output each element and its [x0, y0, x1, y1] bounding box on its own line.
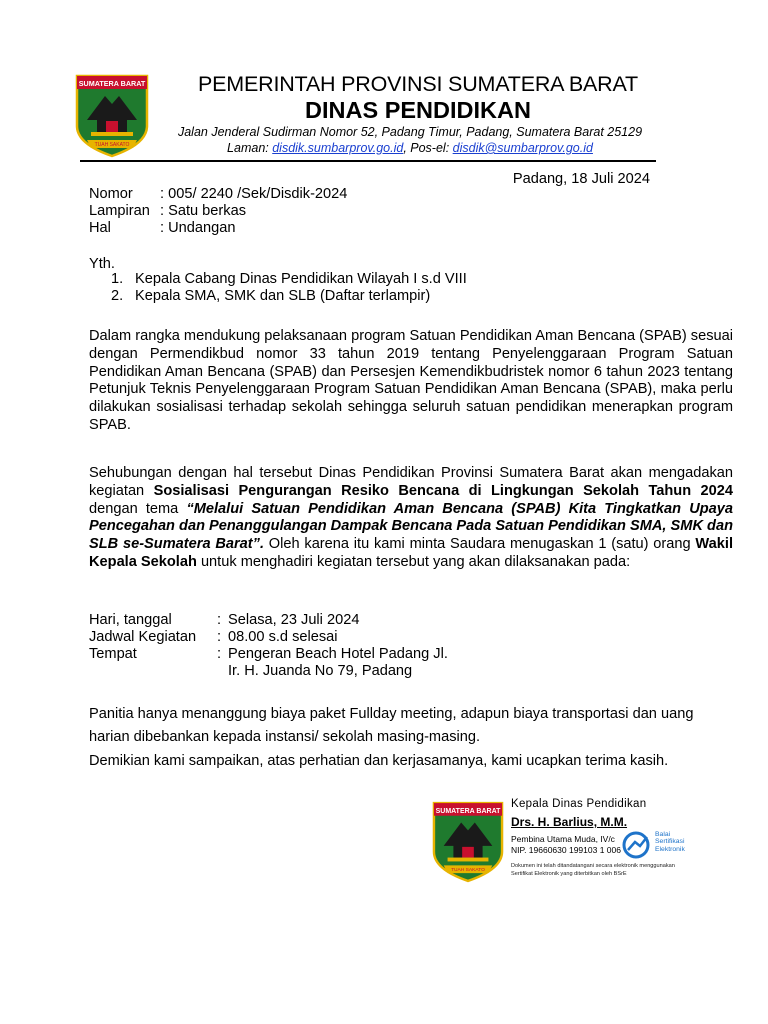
paragraph-2-text: Sehubungan dengan hal tersebut Dinas Pendidikan Provinsi Sumatera Barat akan mengadakan kegiatan [89, 465, 733, 499]
schedule-value-date: Selasa, 23 Juli 2024 [228, 612, 360, 628]
email-label: , Pos-el: [403, 141, 453, 155]
schedule-colon: : [217, 629, 222, 645]
schedule-value-venue: Pengeran Beach Hotel Padang Jl. [228, 646, 448, 662]
bsre-logo-icon [622, 831, 652, 859]
bsre-label [655, 831, 685, 853]
body-paragraph-2 [89, 465, 733, 572]
salutation: Yth. [89, 256, 115, 272]
closing-sentence: Demikian kami sampaikan, atas perhatian dan kerjasamanya, kami ucapkan terima kasih. [89, 753, 669, 769]
meta-value-number: : 005/ 2240 /Sek/Disdik-2024 [160, 186, 348, 202]
bsre-badge [622, 831, 688, 859]
e-signature-note [511, 862, 691, 878]
schedule-label-date: Hari, tanggal [89, 612, 172, 628]
letter-date: Padang, 18 Juli 2024 [512, 171, 650, 187]
signatory-nip: NIP. 19660630 199103 1 006 [511, 845, 621, 855]
schedule-label-venue: Tempat [89, 646, 137, 662]
website-label: Laman: [227, 141, 273, 155]
recipient-number: 1. [111, 271, 124, 287]
schedule-colon: : [217, 646, 222, 662]
bsre-label-line: Balai [655, 831, 671, 838]
body-paragraph-3-line-2: harian dibebankan kepada instansi/ sekolah masing-masing. [89, 729, 481, 745]
body-paragraph-3-line-1: Panitia hanya menanggung biaya paket Fullday meeting, adapun biaya transportasi dan uang [89, 706, 694, 722]
logo-ribbon-text: TUAH SAKATO [94, 142, 130, 148]
paragraph-2-text: untuk menghadiri kegiatan tersebut yang akan dilaksanakan pada: [196, 553, 631, 570]
event-theme: “Melalui Satuan Pendidikan Aman Bencana (SPAB) Kita Tingkatkan Upaya Pencegahan dan Penanggulangan Dampak Bencana Pada Satuan Pendidikan SMA, SMK dan SLB se-Sumatera Barat”. [89, 500, 733, 553]
logo-banner-text: SUMATERA BARAT [78, 79, 146, 88]
signature-logo [432, 800, 504, 884]
recipient-item: Kepala Cabang Dinas Pendidikan Wilayah I s.d VIII [135, 271, 467, 287]
e-signature-note-line: Dokumen ini telah ditandatangani secara elektronik menggunakan [511, 863, 675, 869]
header-divider [80, 160, 656, 162]
contact-line [160, 141, 660, 155]
e-signature-note-line: Sertifikat Elektronik yang diterbitkan oleh BSrE [511, 871, 627, 877]
schedule-value-venue-cont: Ir. H. Juanda No 79, Padang [228, 663, 413, 679]
bsre-label-line: Elektronik [655, 845, 685, 853]
signatory-title: Kepala Dinas Pendidikan [511, 798, 647, 810]
meta-label-attachment: Lampiran [89, 203, 150, 219]
meta-value-attachment: : Satu berkas [160, 203, 246, 219]
signatory-name: Drs. H. Barlius, M.M. [511, 815, 628, 829]
paragraph-2-text: dengan tema [89, 500, 187, 517]
event-name: Sosialisasi Pengurangan Resiko Bencana di Lingkungan Sekolah Tahun 2024 [153, 482, 734, 499]
body-paragraph-1: Dalam rangka mendukung pelaksanaan program Satuan Pendidikan Aman Bencana (SPAB) sesuai dengan Permendikbud nomor 33 tahun 2019 tentang Penyelenggaraan Program Satuan Pendidikan Aman Bencana (SPAB) dan Persesjen Kemendikbudristek nomor 6 tahun 2023 tentang Petunjuk Teknis Penyelenggaraan Program Satuan Pendidikan Aman Bencana (SPAB), maka perlu dilakukan sosialisasi terhadap sekolah sehingga seluruh satuan pendidikan menerapkan program SPAB. [89, 328, 733, 433]
website-link[interactable]: disdik.sumbarprov.go.id [272, 141, 404, 155]
logo-banner-text: SUMATERA BARAT [435, 807, 501, 815]
meta-value-subject: : Undangan [160, 220, 236, 236]
schedule-value-time: 08.00 s.d selesai [228, 629, 338, 645]
meta-label-number: Nomor [89, 186, 133, 202]
schedule-label-time: Jadwal Kegiatan [89, 629, 197, 645]
paragraph-2-text: Oleh karena itu kami minta Saudara menugaskan 1 (satu) orang [264, 536, 696, 553]
signatory-rank: Pembina Utama Muda, IV/c [511, 834, 615, 844]
recipient-number: 2. [111, 288, 124, 304]
office-address: Jalan Jenderal Sudirman Nomor 52, Padang Timur, Padang, Sumatera Barat 25129 [177, 125, 643, 139]
email-link[interactable]: disdik@sumbarprov.go.id [452, 141, 593, 155]
recipient-item: Kepala SMA, SMK dan SLB (Daftar terlampir) [135, 288, 431, 304]
meta-label-subject: Hal [89, 220, 111, 236]
schedule-colon: : [217, 612, 222, 628]
logo-ribbon-text: TUAH SAKATO [451, 868, 485, 874]
province-logo [75, 74, 149, 158]
assigned-role: Wakil Kepala Sekolah [89, 536, 733, 570]
bsre-label-line: Sertifikasi [655, 838, 685, 846]
department-heading: DINAS PENDIDIKAN [305, 97, 531, 123]
government-heading: PEMERINTAH PROVINSI SUMATERA BARAT [198, 72, 638, 96]
